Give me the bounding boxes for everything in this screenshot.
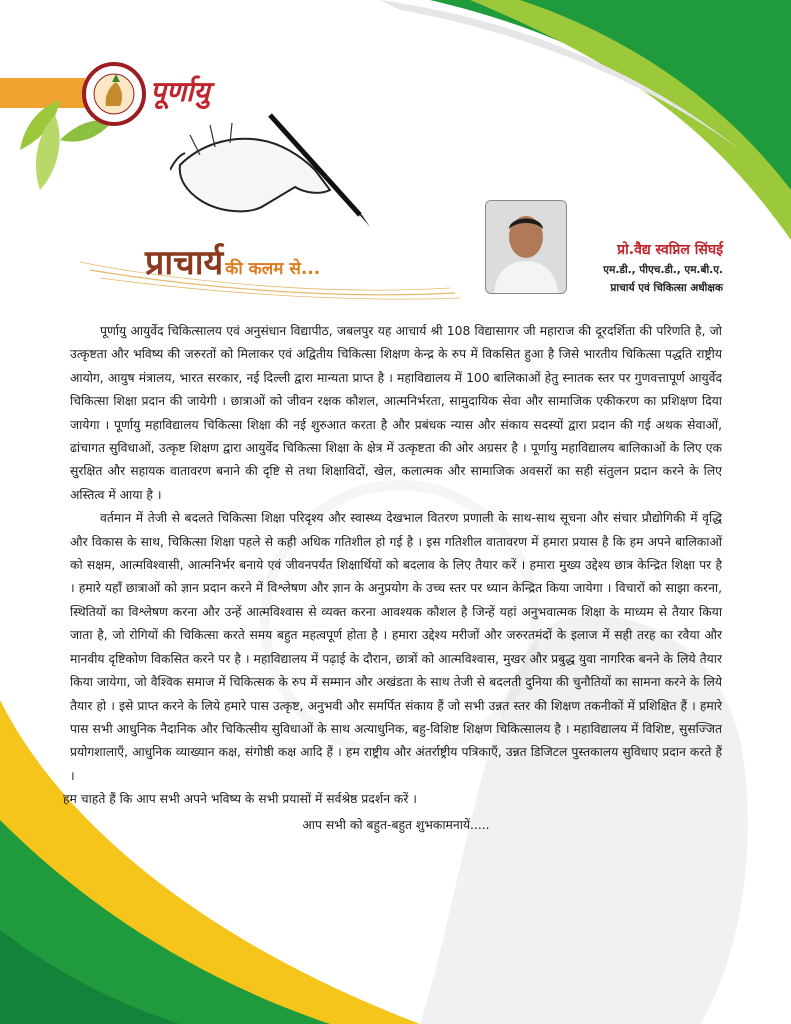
left-orange-bar [0,78,85,108]
writing-hand-icon [170,95,380,235]
paragraph-3: हम चाहते हैं कि आप सभी अपने भविष्य के सभी प्रयासों में सर्वश्रेष्ठ प्रदर्शन करें । [63,792,417,807]
logo-name: पूर्णायु [150,75,210,108]
paragraph-1: पूर्णायु आयुर्वेद चिकित्सालय एवं अनुसंधान विद्यापीठ, जबलपुर यह आचार्य श्री 108 विद्यासागर जी महाराज की दूरदर्शिता की परिणति है, जो उत्कृष्टता और भविष्य की जरुरतों को मिलाकर एवं अद्वितीय चिकित्सा शिक्षण केन्द्र के रुप में विकसित हुआ है जिसे भारतीय चिकित्सा पद्धति राष्ट्रीय आयोग, आयुष मंत्रालय, भारत सरकार, नई दिल्ली द्वारा मान्यता प्राप्त है । महाविद्यालय में 100 बालिकाओं हेतु स्नातक स्तर पर गुणवत्तापूर्ण आयुर्वेद चिकित्सा शिक्षा प्रदान की जायेगी । छात्राओं को जीवन रक्षक कौशल, आत्मनिर्भरता, सामुदायिक सेवा और सामाजिक एकीकरण का प्रशिक्षण दिया जायेगा । पूर्णायु महाविद्यालय चिकित्सा शिक्षा की नई शुरुआत करता है और प्रबंधक न्यास और संकाय सदस्यों द्वारा प्रदान की गई अथक सेवाओं, ढांचागत सुविधाओं, उत्कृष्ट शिक्षण द्वारा आयुर्वेद चिकित्सा शिक्षा के क्षेत्र में उत्कृष्टता की ओर अग्रसर है । पूर्णायु महाविद्यालय बालिकाओं के लिए एक सुरक्षित और सहायक वातावरण बनाने की दृष्टि से तथा शिक्षाविदों, खेल, कलात्मक और सामाजिक अवसरों का सही संतुलन प्रदान करने के लिए अस्तित्व में आया है । [70,324,722,502]
heading-rest: की कलम से... [225,259,321,279]
principal-photo [485,200,567,294]
closing-line: आप सभी को बहुत-बहुत शुभकामनायें..... [302,817,490,832]
avatar [486,201,566,293]
principal-degrees: एम.डी., पीएच.डी., एम.बी.ए. [603,264,723,276]
paragraph-2: वर्तमान में तेजी से बदलते चिकित्सा शिक्षा परिदृश्य और स्वास्थ्य देखभाल वितरण प्रणाली के साथ-साथ सूचना और संचार प्रौद्योगिकी में वृद्धि और विकास के साथ, चिकित्सा शिक्षा पहले से कही अधिक गतिशील हो गई है । इस गतिशील वातावरण में हमारा प्रयास है कि हम अपने बालिकाओं को सक्षम, आत्मविश्वासी, आत्मनिर्भर बनाये एवं जीवनपर्यंत शिक्षार्थियों को बदलाव के लिए तैयार करें । हमारा मुख्य उद्देश्य छात्र केन्द्रित शिक्षा पर है । हमारे यहाँ छात्राओं को ज्ञान प्रदान करने में विश्लेषण और ज्ञान के अनुप्रयोग के उच्च स्तर पर ध्यान केन्द्रित किया जायेगा । विचारों को साझा करना, स्थितियों का विश्लेषण करना और उन्हें आत्मविश्वास से व्यक्त करना आवश्यक कौशल है जिन्हें यहां अनुभवात्मक शिक्षा के माध्यम से तैयार किया जाता है, जो रोगियों की चिकित्सा करते समय बहुत महत्वपूर्ण होता है । हमारा उद्देश्य मरीजों और जरुरतमंदों के इलाज में सही तरह का रवैया और मानवीय दृष्टिकोण विकसित करने पर है । महाविद्यालय में पढ़ाई के दौरान, छात्रों को आत्मविश्वास, मुखर और प्रबुद्ध युवा नागरिक बनने के लिये तैयार किया जायेगा, जो वैश्विक समाज में चिकित्सक के रुप में सम्मान और अखंडता के साथ तेजी से बदलती दुनिया की चुनौतियों का सामना करने के लिये तैयार हो । इसे प्राप्त करने के लिये हमारे पास उत्कृष्ट, अनुभवी और समर्पित संकाय हैं जो सभी उन्नत स्तर की शिक्षण तकनीकों में प्रशिक्षित हैं । हमारे पास सभी आधुनिक नैदानिक और चिकित्सीय सुविधाओं के साथ अत्याधुनिक, बहु-विशिष्ट शिक्षण चिकित्सालय है । महाविद्यालय में विशिष्ट, सुसज्जित प्रयोगशालाएँ, आधुनिक व्याख्यान कक्ष, संगोष्ठी कक्ष आदि हैं । हम राष्ट्रीय और अंतर्राष्ट्रीय पत्रिकाएँ, उन्नत डिजिटल पुस्तकालय सुविधाए प्रदान करते हैं । [70,511,722,783]
letter-body [63,320,722,837]
page-heading [145,238,320,284]
heading-main: प्राचार्य [145,243,224,283]
principal-name: प्रो.वैद्य स्वप्निल सिंघई [617,242,723,258]
principal-signature [603,240,723,295]
logo-seal-icon [82,62,146,126]
college-logo [82,62,146,126]
principal-role: प्राचार्य एवं चिकित्सा अधीक्षक [610,282,723,294]
